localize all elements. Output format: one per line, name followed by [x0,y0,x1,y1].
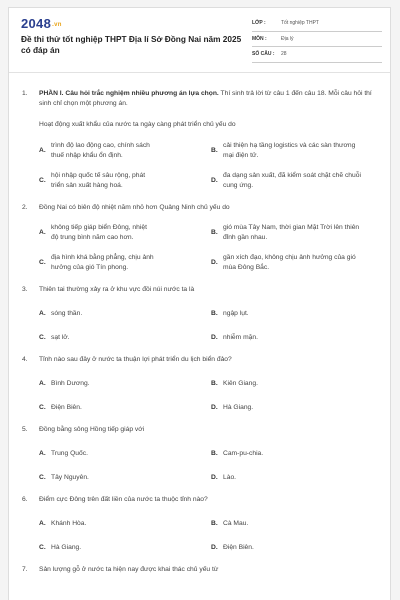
option-text: gần xích đạo, không chịu ảnh hưởng của gió mùa Đông Bắc. [223,254,356,271]
option-c[interactable] [39,403,211,413]
info-row-question-count [252,47,382,63]
question-text: Thiên tai thường xảy ra ở khu vực đồi núi nước ta là [39,286,195,293]
option-letter: C. [39,259,46,266]
option-text: Điện Biên. [51,404,82,411]
option-a[interactable] [39,223,211,243]
option-c[interactable] [39,171,211,191]
question-item [22,285,384,343]
info-label: SỐ CÂU : [252,51,275,58]
option-letter: B. [211,147,218,154]
option-letter: B. [211,380,218,387]
option-text: gió mùa Tây Nam, thời gian Mặt Trời lên thiên đỉnh gần nhau. [223,224,360,241]
question-text: Sản lượng gỗ ở nước ta hiện nay được khai thác chủ yếu từ [39,566,219,573]
option-a[interactable] [39,309,211,319]
exam-title: Đề thi thử tốt nghiệp THPT Địa lí Sở Đồng Nai năm 2025 có đáp án [21,34,242,55]
option-letter: D. [211,404,218,411]
option-text: hội nhập quốc tế sâu rộng, phát triển sản xuất hàng hoá. [51,172,146,189]
question-item [22,495,384,553]
header-divider [9,72,390,73]
option-text: cải thiện hạ tầng logistics và các sàn thương mại điện tử. [223,142,356,159]
option-b[interactable] [211,223,383,243]
info-label: LỚP : [252,20,266,27]
option-b[interactable] [211,379,383,389]
option-text: Trung Quốc. [51,450,88,457]
option-text: sạt lở. [51,334,70,341]
question-item [22,89,384,191]
question-item [22,565,384,575]
option-text: Lào. [223,474,237,481]
option-text: Kiên Giang. [223,380,258,387]
option-text: địa hình khá bằng phẳng, chịu ảnh hưởng của gió Tín phong. [51,254,154,271]
option-letter: B. [211,450,218,457]
question-text: Đồng bằng sông Hồng tiếp giáp với [39,426,145,433]
question-number: 5. [22,426,28,433]
option-letter: A. [39,450,46,457]
option-a[interactable] [39,141,211,161]
question-item [22,203,384,273]
option-letter: A. [39,147,46,154]
option-d[interactable] [211,333,383,343]
question-text [39,89,384,109]
question-number: 1. [22,90,28,97]
option-b[interactable] [211,141,383,161]
option-c[interactable] [39,333,211,343]
option-text: Điện Biên. [223,544,254,551]
info-row-class [252,16,382,32]
question-text: Đồng Nai có biên độ nhiệt năm nhỏ hơn Quảng Ninh chủ yếu do [39,204,230,211]
question-number: 3. [22,286,28,293]
option-c[interactable] [39,473,211,483]
option-a[interactable] [39,379,211,389]
question-item [22,425,384,483]
option-b[interactable] [211,309,383,319]
option-letter: A. [39,229,46,236]
option-c[interactable] [39,543,211,553]
question-number: 4. [22,356,28,363]
option-letter: B. [211,520,218,527]
question-text: Tỉnh nào sau đây ở nước ta thuận lợi phát triển du lịch biển đảo? [39,356,232,363]
document-page [8,7,391,600]
option-a[interactable] [39,519,211,529]
section-heading: PHẦN I. Câu hỏi trắc nghiệm nhiều phương án lựa chọn. [39,90,219,97]
option-letter: C. [39,404,46,411]
option-b[interactable] [211,519,383,529]
option-text: đa dạng sản xuất, đã kiểm soát chặt chẽ chuỗi cung ứng. [223,172,361,189]
option-text: Hà Giang. [51,544,82,551]
question-number: 7. [22,566,28,573]
option-letter: C. [39,177,46,184]
option-text: trình độ lao động cao, chính sách thuế nhập khẩu ổn định. [51,142,150,159]
info-value: Địa lý [281,35,294,42]
question-text: Điểm cực Đông trên đất liền của nước ta thuộc tỉnh nào? [39,496,208,503]
option-text: không tiếp giáp biển Đông, nhiệt độ trung bình năm cao hơn. [51,224,147,241]
option-d[interactable] [211,171,383,191]
info-label: MÔN : [252,35,267,42]
question-stem: Hoạt động xuất khẩu của nước ta ngày càng phát triển chủ yếu do [39,121,236,128]
option-text: Cam-pu-chia. [223,450,264,457]
option-letter: C. [39,544,46,551]
info-value: 28 [281,51,287,58]
option-text: nhiễm mặn. [223,334,258,341]
option-letter: A. [39,310,46,317]
option-d[interactable] [211,543,383,553]
question-number: 6. [22,496,28,503]
question-instructions: Thí sinh trả lời từ câu 1 đến câu 18. Mỗi câu hỏi thí sinh chỉ chọn một phương án. [39,90,372,107]
question-item [22,355,384,413]
option-text: Bình Dương. [51,380,90,387]
site-logo[interactable]: 2048.vn [21,16,62,31]
option-letter: A. [39,380,46,387]
info-value: Tốt nghiệp THPT [281,20,319,27]
option-letter: B. [211,229,218,236]
option-text: Cà Mau. [223,520,249,527]
option-d[interactable] [211,253,383,273]
option-letter: C. [39,474,46,481]
question-list [22,89,384,587]
option-b[interactable] [211,449,383,459]
option-letter: B. [211,310,218,317]
info-row-subject [252,32,382,48]
option-text: Tây Nguyên. [51,474,89,481]
option-text: Khánh Hòa. [51,520,87,527]
option-letter: D. [211,334,218,341]
option-letter: D. [211,474,218,481]
question-number: 2. [22,204,28,211]
option-text: Hà Giang. [223,404,254,411]
option-text: ngập lụt. [223,310,249,317]
option-letter: D. [211,177,218,184]
option-a[interactable] [39,449,211,459]
exam-info-panel [252,16,382,63]
option-letter: D. [211,544,218,551]
option-letter: C. [39,334,46,341]
option-letter: D. [211,259,218,266]
option-text: sóng thần. [51,310,83,317]
option-d[interactable] [211,473,383,483]
option-d[interactable] [211,403,383,413]
option-letter: A. [39,520,46,527]
option-c[interactable] [39,253,211,273]
